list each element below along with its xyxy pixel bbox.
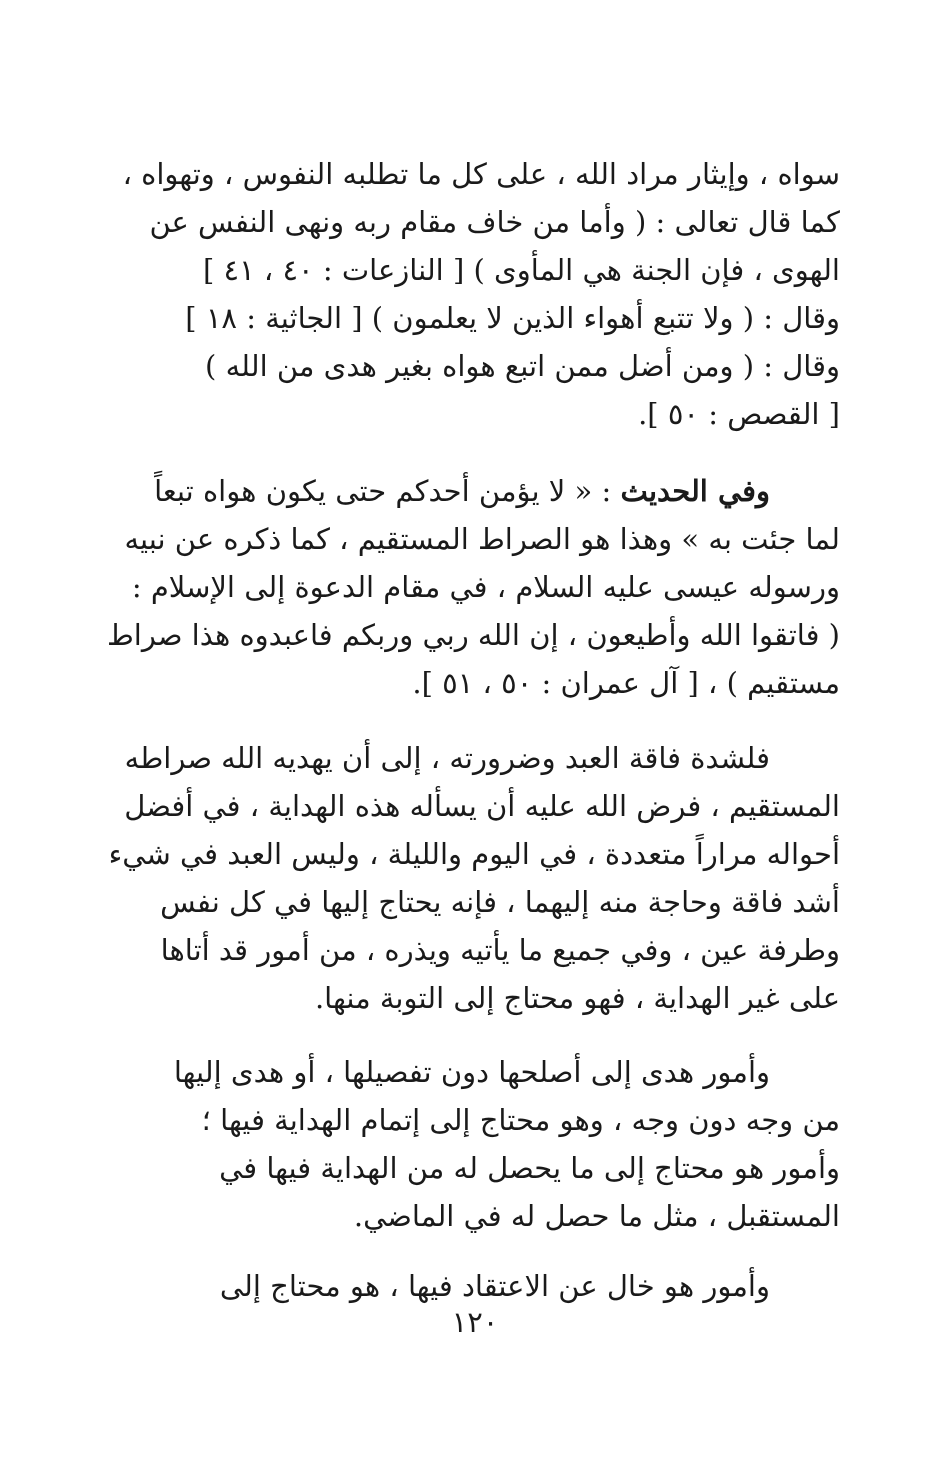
paragraph-2 [88, 467, 840, 707]
text-line: كما قال تعالى : ( وأما من خاف مقام ربه ونهى النفس عن [149, 205, 840, 239]
text-line: وأمور هو محتاج إلى ما يحصل له من الهداية فيها في [219, 1151, 840, 1185]
text-line: وقال : ( ولا تتبع أهواء الذين لا يعلمون ) [ الجاثية : ١٨ ] [185, 301, 840, 335]
text-line: وأمور هو خال عن الاعتقاد فيها ، هو محتاج إلى [219, 1269, 770, 1303]
hadith-lead: وفي الحديث [620, 474, 770, 508]
text-line: أشد فاقة وحاجة منه إليهما ، فإنه يحتاج إليها في كل نفس [160, 885, 840, 919]
text-line: وطرفة عين ، وفي جميع ما يأتيه ويذره ، من أمور قد أتاها [160, 933, 840, 967]
text-line: لما جئت به » وهذا هو الصراط المستقيم ، كما ذكره عن نبيه [124, 522, 840, 556]
hadith-quote: : « لا يؤمن أحدكم حتى يكون هواه تبعاً [154, 474, 621, 508]
paragraph-3 [88, 734, 840, 1022]
text-line: وقال : ( ومن أضل ممن اتبع هواه بغير هدى من الله ) [205, 349, 840, 383]
text-line: أحواله مراراً متعددة ، في اليوم والليلة ، وليس العبد في شيء [108, 837, 840, 871]
text-line: المستقيم ، فرض الله عليه أن يسأله هذه الهداية ، في أفضل [124, 789, 840, 823]
body-text [88, 150, 840, 1310]
text-line: من وجه دون وجه ، وهو محتاج إلى إتمام الهداية فيها ؛ [201, 1103, 840, 1137]
text-line: المستقبل ، مثل ما حصل له في الماضي. [353, 1199, 840, 1233]
text-line: وأمور هدى إلى أصلحها دون تفصيلها ، أو هدى إليها [173, 1055, 770, 1089]
text-line: فلشدة فاقة العبد وضرورته ، إلى أن يهديه الله صراطه [124, 741, 770, 775]
paragraph-1 [88, 150, 840, 438]
text-line: سواه ، وإيثار مراد الله ، على كل ما تطلبه النفوس ، وتهواه ، [122, 157, 840, 191]
text-line: مستقيم ) ، [ آل عمران : ٥٠ ، ٥١ ]. [412, 666, 840, 700]
text-line: ورسوله عيسى عليه السلام ، في مقام الدعوة إلى الإسلام : [131, 570, 840, 604]
text-line: على غير الهداية ، فهو محتاج إلى التوبة منها. [314, 981, 840, 1015]
text-line: ( فاتقوا الله وأطيعون ، إن الله ربي وربكم فاعبدوه هذا صراط [106, 618, 840, 652]
page-number: ١٢٠ [451, 1305, 499, 1339]
text-line [88, 467, 840, 515]
text-line: الهوى ، فإن الجنة هي المأوى ) [ النازعات : ٤٠ ، ٤١ ] [202, 253, 840, 287]
paragraph-5 [88, 1262, 840, 1310]
text-line: [ القصص : ٥٠ ]. [638, 397, 840, 431]
paragraph-4 [88, 1048, 840, 1240]
